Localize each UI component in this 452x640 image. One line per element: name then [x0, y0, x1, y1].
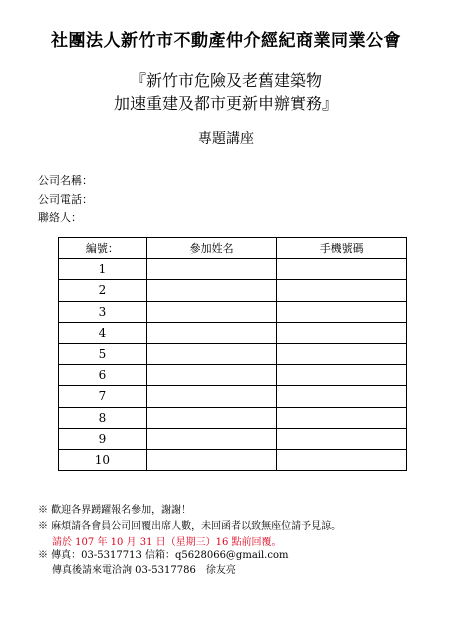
- phone-cell[interactable]: [277, 301, 407, 322]
- table-row: [59, 280, 407, 301]
- row-number: 9: [59, 428, 147, 449]
- table-row: [59, 343, 407, 364]
- column-header-name: 參加姓名: [146, 238, 277, 259]
- phone-cell[interactable]: [277, 386, 407, 407]
- name-cell[interactable]: [146, 407, 277, 428]
- contact-info-note: ※ 傳真：03-5317713 信箱：q5628066@gmail.com: [38, 550, 289, 561]
- row-number: 1: [59, 259, 147, 280]
- registration-table: [58, 237, 407, 471]
- table-row: [59, 407, 407, 428]
- name-cell[interactable]: [146, 365, 277, 386]
- event-title-line-2: 加速重建及都市更新申辦實務』: [113, 94, 338, 113]
- row-number: 2: [59, 280, 147, 301]
- table-row: [59, 449, 407, 470]
- phone-cell[interactable]: [277, 428, 407, 449]
- name-cell[interactable]: [146, 301, 277, 322]
- row-number: 6: [59, 365, 147, 386]
- column-header-phone: 手機號碼: [277, 238, 407, 259]
- company-phone-field[interactable]: 公司電話：: [38, 193, 93, 206]
- phone-cell[interactable]: [277, 259, 407, 280]
- table-header-row: [59, 238, 407, 259]
- phone-cell[interactable]: [277, 343, 407, 364]
- deadline-note: 請於 107 年 10 月 31 日（星期三）16 點前回覆。: [52, 537, 282, 548]
- table-row: [59, 259, 407, 280]
- phone-cell[interactable]: [277, 449, 407, 470]
- company-name-field[interactable]: 公司名稱：: [38, 174, 93, 187]
- reply-request-note: ※ 麻煩請各會員公司回覆出席人數，未回函者以致無座位請予見諒。: [38, 521, 342, 532]
- column-header-number: 編號：: [59, 238, 147, 259]
- row-number: 10: [59, 449, 147, 470]
- organization-name: 社團法人新竹市不動產仲介經紀商業同業公會: [51, 31, 401, 51]
- phone-cell[interactable]: [277, 365, 407, 386]
- phone-cell[interactable]: [277, 407, 407, 428]
- event-title-line-1: 『新竹市危險及老舊建築物: [129, 71, 322, 90]
- table-row: [59, 428, 407, 449]
- table-row: [59, 301, 407, 322]
- name-cell[interactable]: [146, 343, 277, 364]
- event-subtitle: 專題講座: [198, 131, 254, 147]
- name-cell[interactable]: [146, 322, 277, 343]
- name-cell[interactable]: [146, 280, 277, 301]
- table-row: [59, 365, 407, 386]
- name-cell[interactable]: [146, 259, 277, 280]
- phone-cell[interactable]: [277, 280, 407, 301]
- phone-cell[interactable]: [277, 322, 407, 343]
- welcome-note: ※ 歡迎各界踴躍報名參加，謝謝！: [38, 505, 192, 516]
- contact-person-field[interactable]: 聯絡人：: [38, 211, 82, 224]
- name-cell[interactable]: [146, 428, 277, 449]
- row-number: 4: [59, 322, 147, 343]
- row-number: 5: [59, 343, 147, 364]
- row-number: 7: [59, 386, 147, 407]
- row-number: 3: [59, 301, 147, 322]
- row-number: 8: [59, 407, 147, 428]
- name-cell[interactable]: [146, 449, 277, 470]
- name-cell[interactable]: [146, 386, 277, 407]
- fax-followup-note: 傳真後請來電洽詢 03-5317786 徐友亮: [52, 565, 236, 576]
- table-row: [59, 322, 407, 343]
- table-row: [59, 386, 407, 407]
